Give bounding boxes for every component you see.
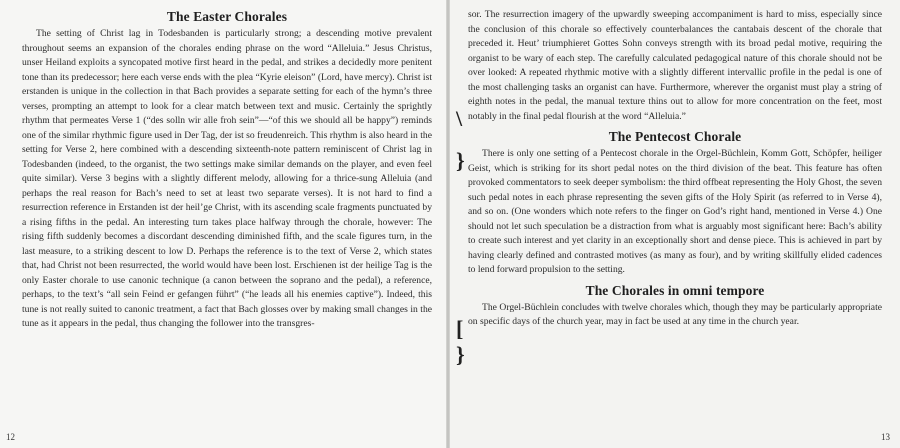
pentecost-chorale-paragraph: There is only one setting of a Pentecost chorale in the Orgel-Büchlein, Komm Gott, Schöpfer, heiliger Geist, which is striking for its short pedal notes on the third division of the beat. This feature has often provoked commentators to seek deeper symbolism: the third offbeat representing the Holy Ghost, the seven such pedal notes in each phrase representing the seven gifts of the Holy Spirit (as referred to in Verse 4), and so on. (One wonders which note refers to the finger on God’s right hand, mentioned in Verse 4.) One should not let such speculation be a distraction from what is arguably most significant here: Bach’s ability to create such interest and yet clarity in an exceptionally short and dense piece. This is achieved in part by having clearly defined and contrasted motives (as many as four), and by writing skillfully elided cadences to lend forward propulsion to the setting. (468, 148, 882, 275)
page-number-left: 12 (6, 432, 15, 442)
margin-mark-4: } (456, 342, 465, 367)
left-page (0, 0, 446, 448)
continuation-paragraph: sor. The resurrection imagery of the upwardly sweeping accompaniment is hard to miss, especially since the conclusion of this chorale so effectively counterbalances the cantabais descent of the chorale that preceded it. Heut’ triumphieret Gottes Sohn conveys strength with its broad pedal motive, requiring the organist to be wary of each step. The carefully calculated pedagogical nature of this chorale should not be over looked: A repeated rhythmic motive with a slightly different intervallic profile in the pedal is one of the most challenging tasks an organist can have. Furthermore, wherever the organist must play a string of eighth notes in the pedal, the manual texture thins out to allow for more concentration on the feet, most notably in the final pedal flourish at the word “Alleluia.” (468, 9, 882, 122)
section-title-easter-chorales: The Easter Chorales (166, 9, 288, 24)
margin-mark-1: \ (456, 106, 463, 131)
margin-mark-2: } (456, 148, 465, 173)
margin-mark-3: [ (456, 316, 464, 341)
right-page (450, 0, 900, 448)
page-number-right: 13 (881, 432, 890, 442)
section-title-pentecost-chorale: The Pentecost Chorale (608, 129, 742, 144)
easter-chorales-paragraph: The setting of Christ lag in Todesbanden is particularly strong; a descending motive prevalent throughout seems an expansion of the chorales ending phrase on the word “Alleluia.” Jesus Christus, unser Heiland exploits a syncopated motive first heard in the pedal, and strikes a decidedly more penitent tone than its predecessor; here each verse ends with the plea “Kyrie eleison” (Lord, have mercy). Christ ist erstanden is unique in the collection in that Bach provides a separate setting for each of the hymn’s three verses, prompting an attempt to look for a clear match between text and music. Certainly the sprightly rhythm that permeates Verse 1 (“des solln wir alle froh sein”—“of this we should all be happy”) reminds one of the similar rhythmic figure used in Der Tag, der ist so freudenreich. This rhythm is also heard in the setting for Verse 2, here combined with a descending sixteenth-note pattern reminiscent of Christ lag in Todesbanden (indeed, to the organist, the two settings make similar demands on the player, and even feel quite similar). Verse 3 begins with a slightly different melody, allowing for a thrice-sung Alleluia (and perhaps the real reason for Bach’s need to set at least two separate verses). It is not hard to find a resurrection reference in Erstanden ist der heil’ge Christ, with its ascending scale fragments punctuated by a rising fifths in the pedal. An interesting turn takes place halfway through the chorale, however: The rising fifth suddenly becomes a discordant descending diminished fifth, and the scale figures turn, in the last measure, to a striking descent to low D. Perhaps the reference is to the text of Verse 2, which states that, had Christ not been resurrected, the world would have been lost. Erschienen ist der heilige Tag is the only Easter chorale to use canonic technique (a canon between the soprano and the pedal), a reference, perhaps, to the text’s “all sein Feind er gefangen führt” (“he leads all his enemies captive”). Indeed, this tune is not really suited to canonic treatment, a fact that Bach glosses over by making small changes in the tune as it appears in the pedal, thus changing the follower into the transgres- (22, 28, 432, 329)
omni-tempore-paragraph: The Orgel-Büchlein concludes with twelve chorales which, though they may be particularly appropriate on specific days of the church year, may in fact be used at any time in the church year. (468, 301, 882, 327)
section-title-omni-tempore: The Chorales in omni tempore (585, 282, 765, 298)
